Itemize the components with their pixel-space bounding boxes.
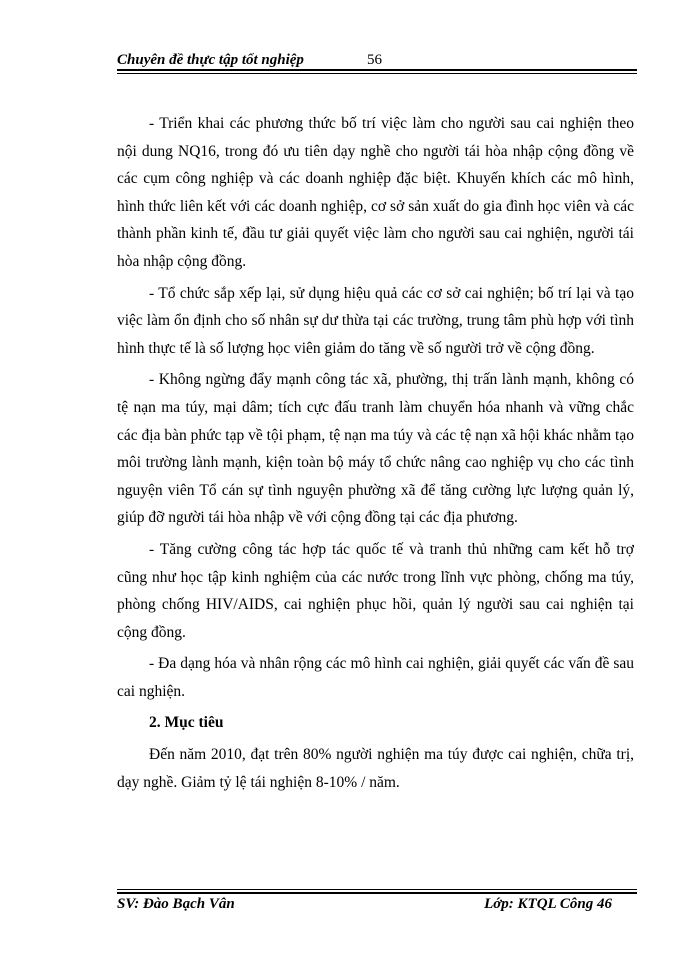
paragraph: - Không ngừng đẩy mạnh công tác xã, phường, thị trấn lành mạnh, không có tệ nạn ma túy, mại dâm; tích cực đấu tranh làm chuyển hóa nhanh và vững chắc các địa bàn phức tạp về tội phạm, tệ nạn ma túy và các tệ nạn xã hội khác nhằm tạo môi trường lành mạnh, kiện toàn bộ máy tổ chức nâng cao nghiệp vụ cho các tình nguyện viên Tổ cán sự tình nguyện phường xã để tăng cường lực lượng quản lý, giúp đỡ người tái hòa nhập về với cộng đồng tại các địa phương.	[117, 371, 634, 527]
document-body	[117, 110, 634, 800]
header-rule	[117, 69, 637, 71]
footer-class: Lớp: KTQL Công 46	[484, 896, 612, 912]
paragraph: - Tổ chức sắp xếp lại, sử dụng hiệu quả các cơ sở cai nghiện; bố trí lại và tạo việc làm ổn định cho số nhân sự dư thừa tại các trường, trung tâm phù hợp với tình hình thực tế là số lượng học viên giảm do tăng về số người trở về cộng đồng.	[117, 284, 634, 357]
header-title: Chuyên đề thực tập tốt nghiệp	[117, 52, 304, 68]
section-heading: 2. Mục tiêu	[149, 714, 224, 732]
paragraph: - Tăng cường công tác hợp tác quốc tế và tranh thủ những cam kết hỗ trợ cũng như học tập kinh nghiệm của các nước trong lĩnh vực phòng, chống ma túy, phòng chống HIV/AIDS, cai nghiện phục hồi, quản lý người sau cai nghiện tại cộng đồng.	[117, 540, 634, 641]
footer-student: SV: Đào Bạch Vân	[117, 896, 235, 912]
paragraph: - Đa dạng hóa và nhân rộng các mô hình cai nghiện, giải quyết các vấn đề sau cai nghiện.	[117, 655, 634, 700]
footer-rule	[117, 889, 637, 890]
goal-paragraph: Đến năm 2010, đạt trên 80% người nghiện ma túy được cai nghiện, chữa trị, dạy nghề. Giảm tỷ lệ tái nghiện 8-10% / năm.	[117, 746, 634, 791]
paragraph: - Triển khai các phương thức bố trí việc làm cho người sau cai nghiện theo nội dung NQ16, trong đó ưu tiên dạy nghề cho người tái hòa nhập cộng đồng về các cụm công nghiệp và các doanh nghiệp đặc biệt. Khuyến khích các mô hình, hình thức liên kết với các doanh nghiệp, cơ sở sản xuất do gia đình học viên và các thành phần kinh tế, đầu tư giải quyết việc làm cho người sau cai nghiện, người tái hòa nhập cộng đồng.	[117, 115, 634, 270]
page-header	[117, 52, 637, 69]
page-number: 56	[367, 52, 382, 68]
